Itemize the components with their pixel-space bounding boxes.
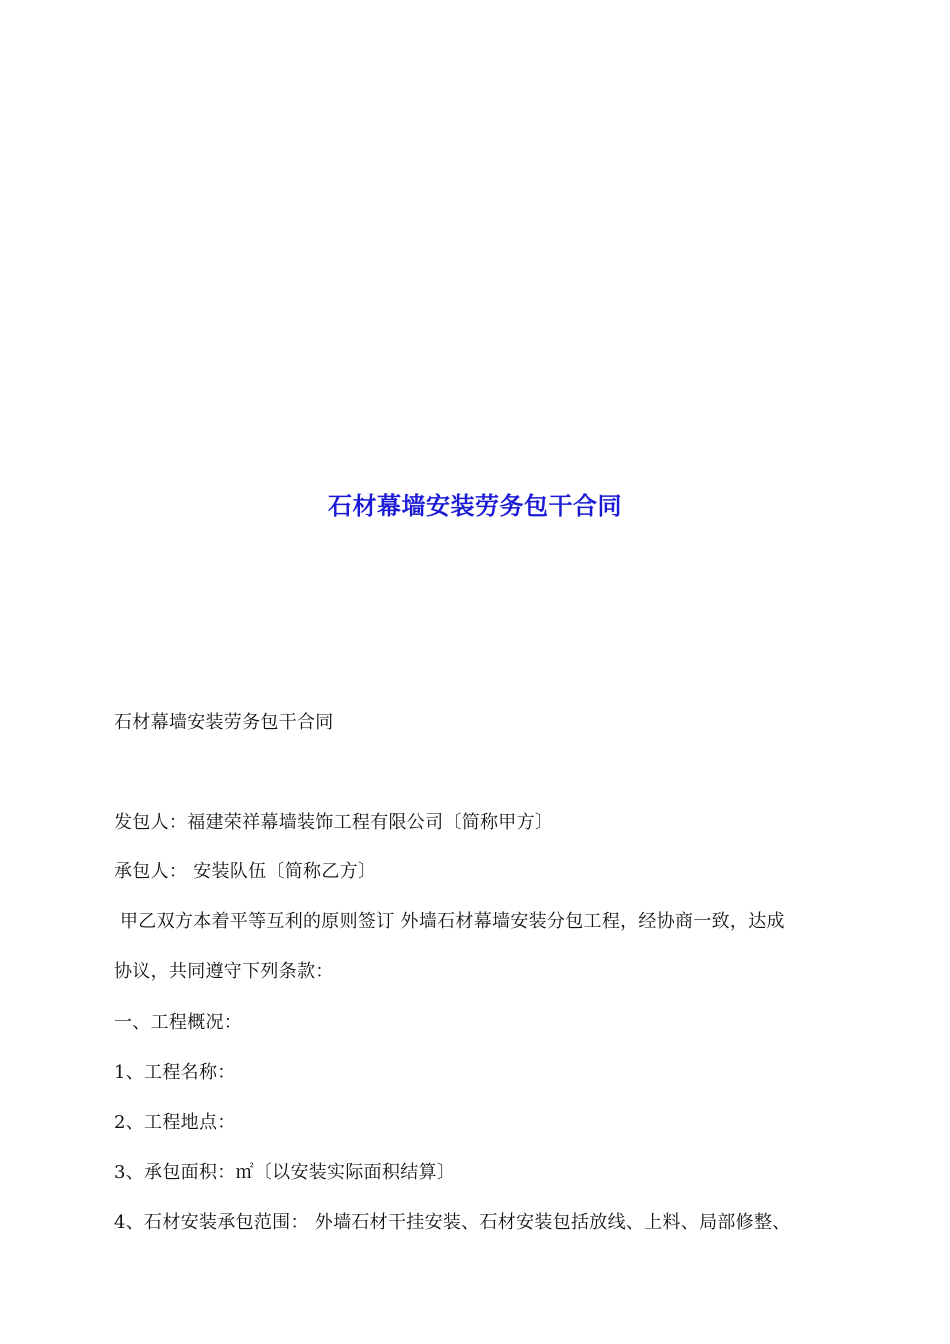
item-installation-scope: 4、石材安装承包范围： 外墙石材干挂安装、石材安装包括放线、上料、局部修整、 [114, 1212, 791, 1233]
intro-paragraph-line-2: 协议，共同遵守下列条款： [114, 961, 334, 982]
item-project-name: 1、工程名称： [114, 1062, 236, 1083]
contract-heading-line: 石材幕墙安装劳务包干合同 [114, 712, 334, 733]
contractor-line: 承包人： 安装队伍〔简称乙方〕 [114, 861, 377, 882]
item-project-location: 2、工程地点： [114, 1112, 236, 1133]
item-contract-area: 3、承包面积：㎡〔以安装实际面积结算〕 [114, 1162, 456, 1183]
intro-paragraph-line-1: 甲乙双方本着平等互利的原则签订 外墙石材幕墙安装分包工程，经协商一致，达成 [120, 911, 785, 932]
employer-line: 发包人：福建荣祥幕墙装饰工程有限公司〔简称甲方〕 [114, 812, 554, 833]
document-title: 石材幕墙安装劳务包干合同 [328, 491, 622, 520]
section-heading-project-overview: 一、工程概况： [114, 1012, 243, 1033]
